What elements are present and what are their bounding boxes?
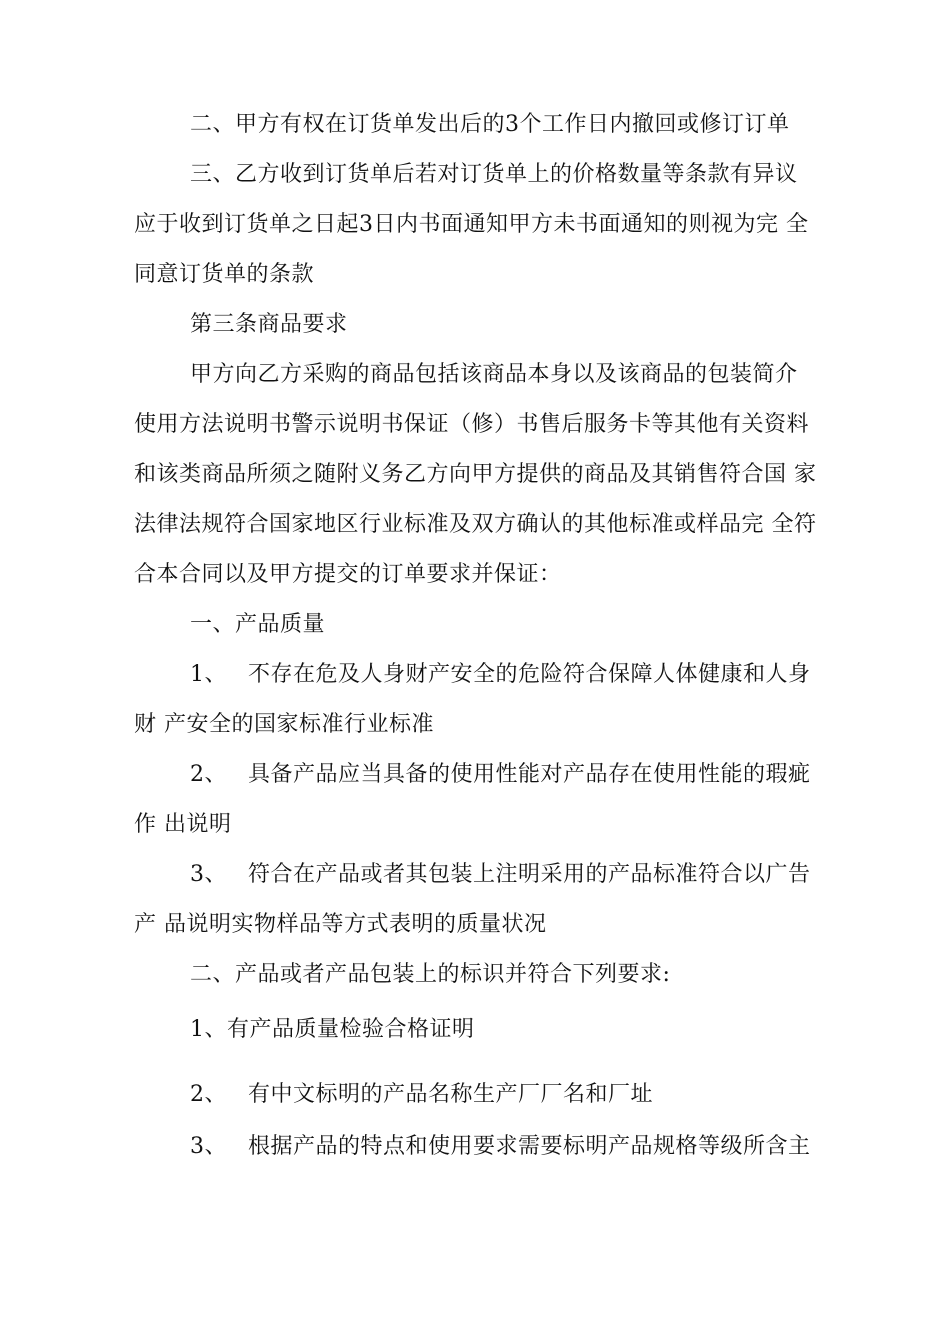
list-item-text: 1、有产品质量检验合格证明 (190, 1017, 475, 1042)
list-number: 1、 (190, 662, 227, 687)
section-heading: 第三条商品要求 (190, 312, 348, 337)
paragraph-line: 财 产安全的国家标准行业标准 (134, 712, 434, 737)
list-item-text: 具备产品应当具备的使用性能对产品存在使用性能的瑕疵 (248, 762, 811, 787)
paragraph-line: 法律法规符合国家地区行业标准及双方确认的其他标准或样品完 全符 (134, 512, 817, 537)
list-item-text: 有中文标明的产品名称生产厂厂名和厂址 (248, 1082, 654, 1107)
paragraph-line: 合本合同以及甲方提交的订单要求并保证： (134, 562, 562, 587)
paragraph-line: 作 出说明 (134, 812, 232, 837)
list-item-text: 符合在产品或者其包装上注明采用的产品标准符合以广告 (248, 862, 811, 887)
paragraph-line: 使用方法说明书警示说明书保证（修）书售后服务卡等其他有关资料 (134, 412, 810, 437)
paragraph-line: 三、乙方收到订货单后若对订货单上的价格数量等条款有异议 (190, 162, 798, 187)
paragraph-line: 应于收到订货单之日起3日内书面通知甲方未书面通知的则视为完 全 (134, 212, 809, 237)
list-item-text: 根据产品的特点和使用要求需要标明产品规格等级所含主 (248, 1134, 811, 1159)
paragraph-line: 和该类商品所须之随附义务乙方向甲方提供的商品及其销售符合国 家 (134, 462, 817, 487)
list-number: 2、 (190, 762, 227, 787)
list-number: 3、 (190, 862, 227, 887)
paragraph-line: 同意订货单的条款 (134, 262, 315, 287)
list-number: 2、 (190, 1082, 227, 1107)
list-item-text: 不存在危及人身财产安全的危险符合保障人体健康和人身 (248, 662, 811, 687)
paragraph-line: 产 品说明实物样品等方式表明的质量状况 (134, 912, 547, 937)
paragraph-line: 甲方向乙方采购的商品包括该商品本身以及该商品的包装简介 (190, 362, 798, 387)
paragraph-line: 二、甲方有权在订货单发出后的3个工作日内撤回或修订订单 (190, 112, 790, 137)
subsection-heading: 一、产品质量 (190, 612, 326, 637)
list-number: 3、 (190, 1134, 227, 1159)
subsection-heading: 二、产品或者产品包装上的标识并符合下列要求: (190, 962, 671, 987)
